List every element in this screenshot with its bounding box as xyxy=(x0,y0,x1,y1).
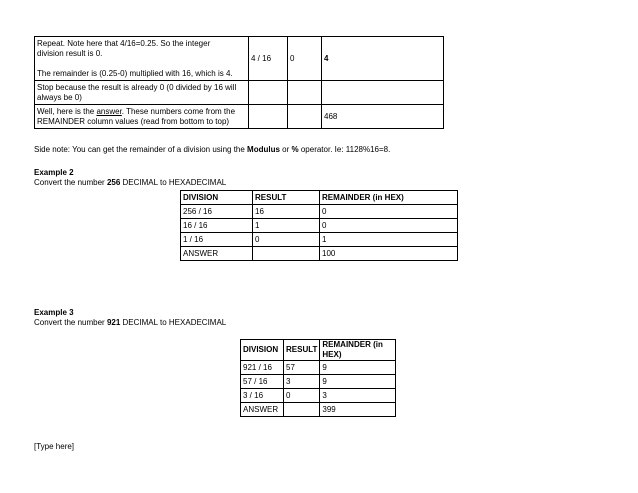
remainder-cell: 100 xyxy=(320,247,458,261)
percent-operator: % xyxy=(291,145,299,154)
division-cell: 1 / 16 xyxy=(181,233,253,247)
step-description xyxy=(35,105,249,129)
text-fragment: operator. Ie: 1128%16=8. xyxy=(298,145,391,154)
example-3-table xyxy=(240,339,396,417)
text-fragment: DECIMAL to HEXADECIMAL xyxy=(120,318,227,327)
header-division: DIVISION xyxy=(241,340,284,361)
description-line: always be 0) xyxy=(37,92,82,102)
division-cell: 16 / 16 xyxy=(181,219,253,233)
step-description xyxy=(35,37,249,81)
result-cell: 0 xyxy=(253,233,320,247)
modulus-term: Modulus xyxy=(247,145,280,154)
text-fragment: Convert the number xyxy=(34,178,107,187)
header-result: RESULT xyxy=(284,340,320,361)
example-2-heading: Example 2 xyxy=(34,168,74,177)
division-cell: 921 / 16 xyxy=(241,361,284,375)
result-cell xyxy=(288,81,322,105)
header-remainder: REMAINDER (in HEX) xyxy=(320,340,396,361)
example-2-table xyxy=(180,190,458,261)
division-cell: 4 / 16 xyxy=(249,37,288,81)
example-3-heading: Example 3 xyxy=(34,308,74,317)
division-cell: ANSWER xyxy=(181,247,253,261)
input-number: 921 xyxy=(106,318,121,327)
table-row xyxy=(181,205,458,219)
table-row xyxy=(35,81,444,105)
description-line: Repeat. Note here that 4/16=0.25. So the integer xyxy=(37,39,211,48)
remainder-cell xyxy=(322,81,444,105)
table-row xyxy=(241,403,396,417)
result-cell: 0 xyxy=(288,37,322,81)
division-cell: 57 / 16 xyxy=(241,375,284,389)
remainder-cell: 399 xyxy=(320,403,396,417)
remainder-cell: 1 xyxy=(320,233,458,247)
result-cell: 57 xyxy=(284,361,320,375)
table-row xyxy=(181,219,458,233)
footer-placeholder[interactable]: [Type here] xyxy=(34,442,75,451)
result-cell: 16 xyxy=(253,205,320,219)
division-cell xyxy=(249,81,288,105)
example-2-intro xyxy=(34,178,226,188)
remainder-cell: 0 xyxy=(320,219,458,233)
description-line: REMAINDER column values (read from bottom to top) xyxy=(37,116,230,126)
text-fragment: or xyxy=(279,145,292,154)
description-line: division result is 0. xyxy=(37,49,103,58)
remainder-cell: 0 xyxy=(320,205,458,219)
text-fragment: Convert the number xyxy=(34,318,107,327)
result-cell: 3 xyxy=(284,375,320,389)
result-cell: 1 xyxy=(253,219,320,233)
remainder-cell: 3 xyxy=(320,389,396,403)
table-row xyxy=(35,37,444,81)
division-cell: 3 / 16 xyxy=(241,389,284,403)
remainder-cell: 9 xyxy=(320,375,396,389)
description-line xyxy=(37,107,246,117)
step-description xyxy=(35,81,249,105)
division-cell: 256 / 16 xyxy=(181,205,253,219)
table-row xyxy=(241,389,396,403)
input-number: 256 xyxy=(106,178,121,187)
division-cell xyxy=(249,105,288,129)
remainder-cell: 4 xyxy=(322,37,444,81)
result-cell xyxy=(253,247,320,261)
steps-table-continued xyxy=(34,36,444,129)
remainder-cell: 468 xyxy=(322,105,444,129)
result-cell xyxy=(284,403,320,417)
answer-underlined: answer xyxy=(96,106,122,116)
header-result: RESULT xyxy=(253,191,320,205)
text-fragment: Well, here is the xyxy=(37,106,97,116)
side-note xyxy=(34,145,390,155)
result-cell xyxy=(288,105,322,129)
text-fragment: . These numbers come from the xyxy=(121,106,236,116)
example-3-intro xyxy=(34,318,226,328)
division-cell: ANSWER xyxy=(241,403,284,417)
header-division: DIVISION xyxy=(181,191,253,205)
table-header-row xyxy=(241,340,396,361)
description-line: Stop because the result is already 0 (0 divided by 16 will xyxy=(37,82,237,92)
header-remainder: REMAINDER (in HEX) xyxy=(320,191,458,205)
table-row xyxy=(241,361,396,375)
table-row xyxy=(35,105,444,129)
remainder-cell: 9 xyxy=(320,361,396,375)
result-cell: 0 xyxy=(284,389,320,403)
text-fragment: Side note: You can get the remainder of a division using the xyxy=(34,145,248,154)
description-line: The remainder is (0.25-0) multiplied with 16, which is 4. xyxy=(37,69,233,78)
table-row xyxy=(181,233,458,247)
table-row xyxy=(181,247,458,261)
text-fragment: DECIMAL to HEXADECIMAL xyxy=(120,178,227,187)
table-row xyxy=(241,375,396,389)
table-header-row xyxy=(181,191,458,205)
